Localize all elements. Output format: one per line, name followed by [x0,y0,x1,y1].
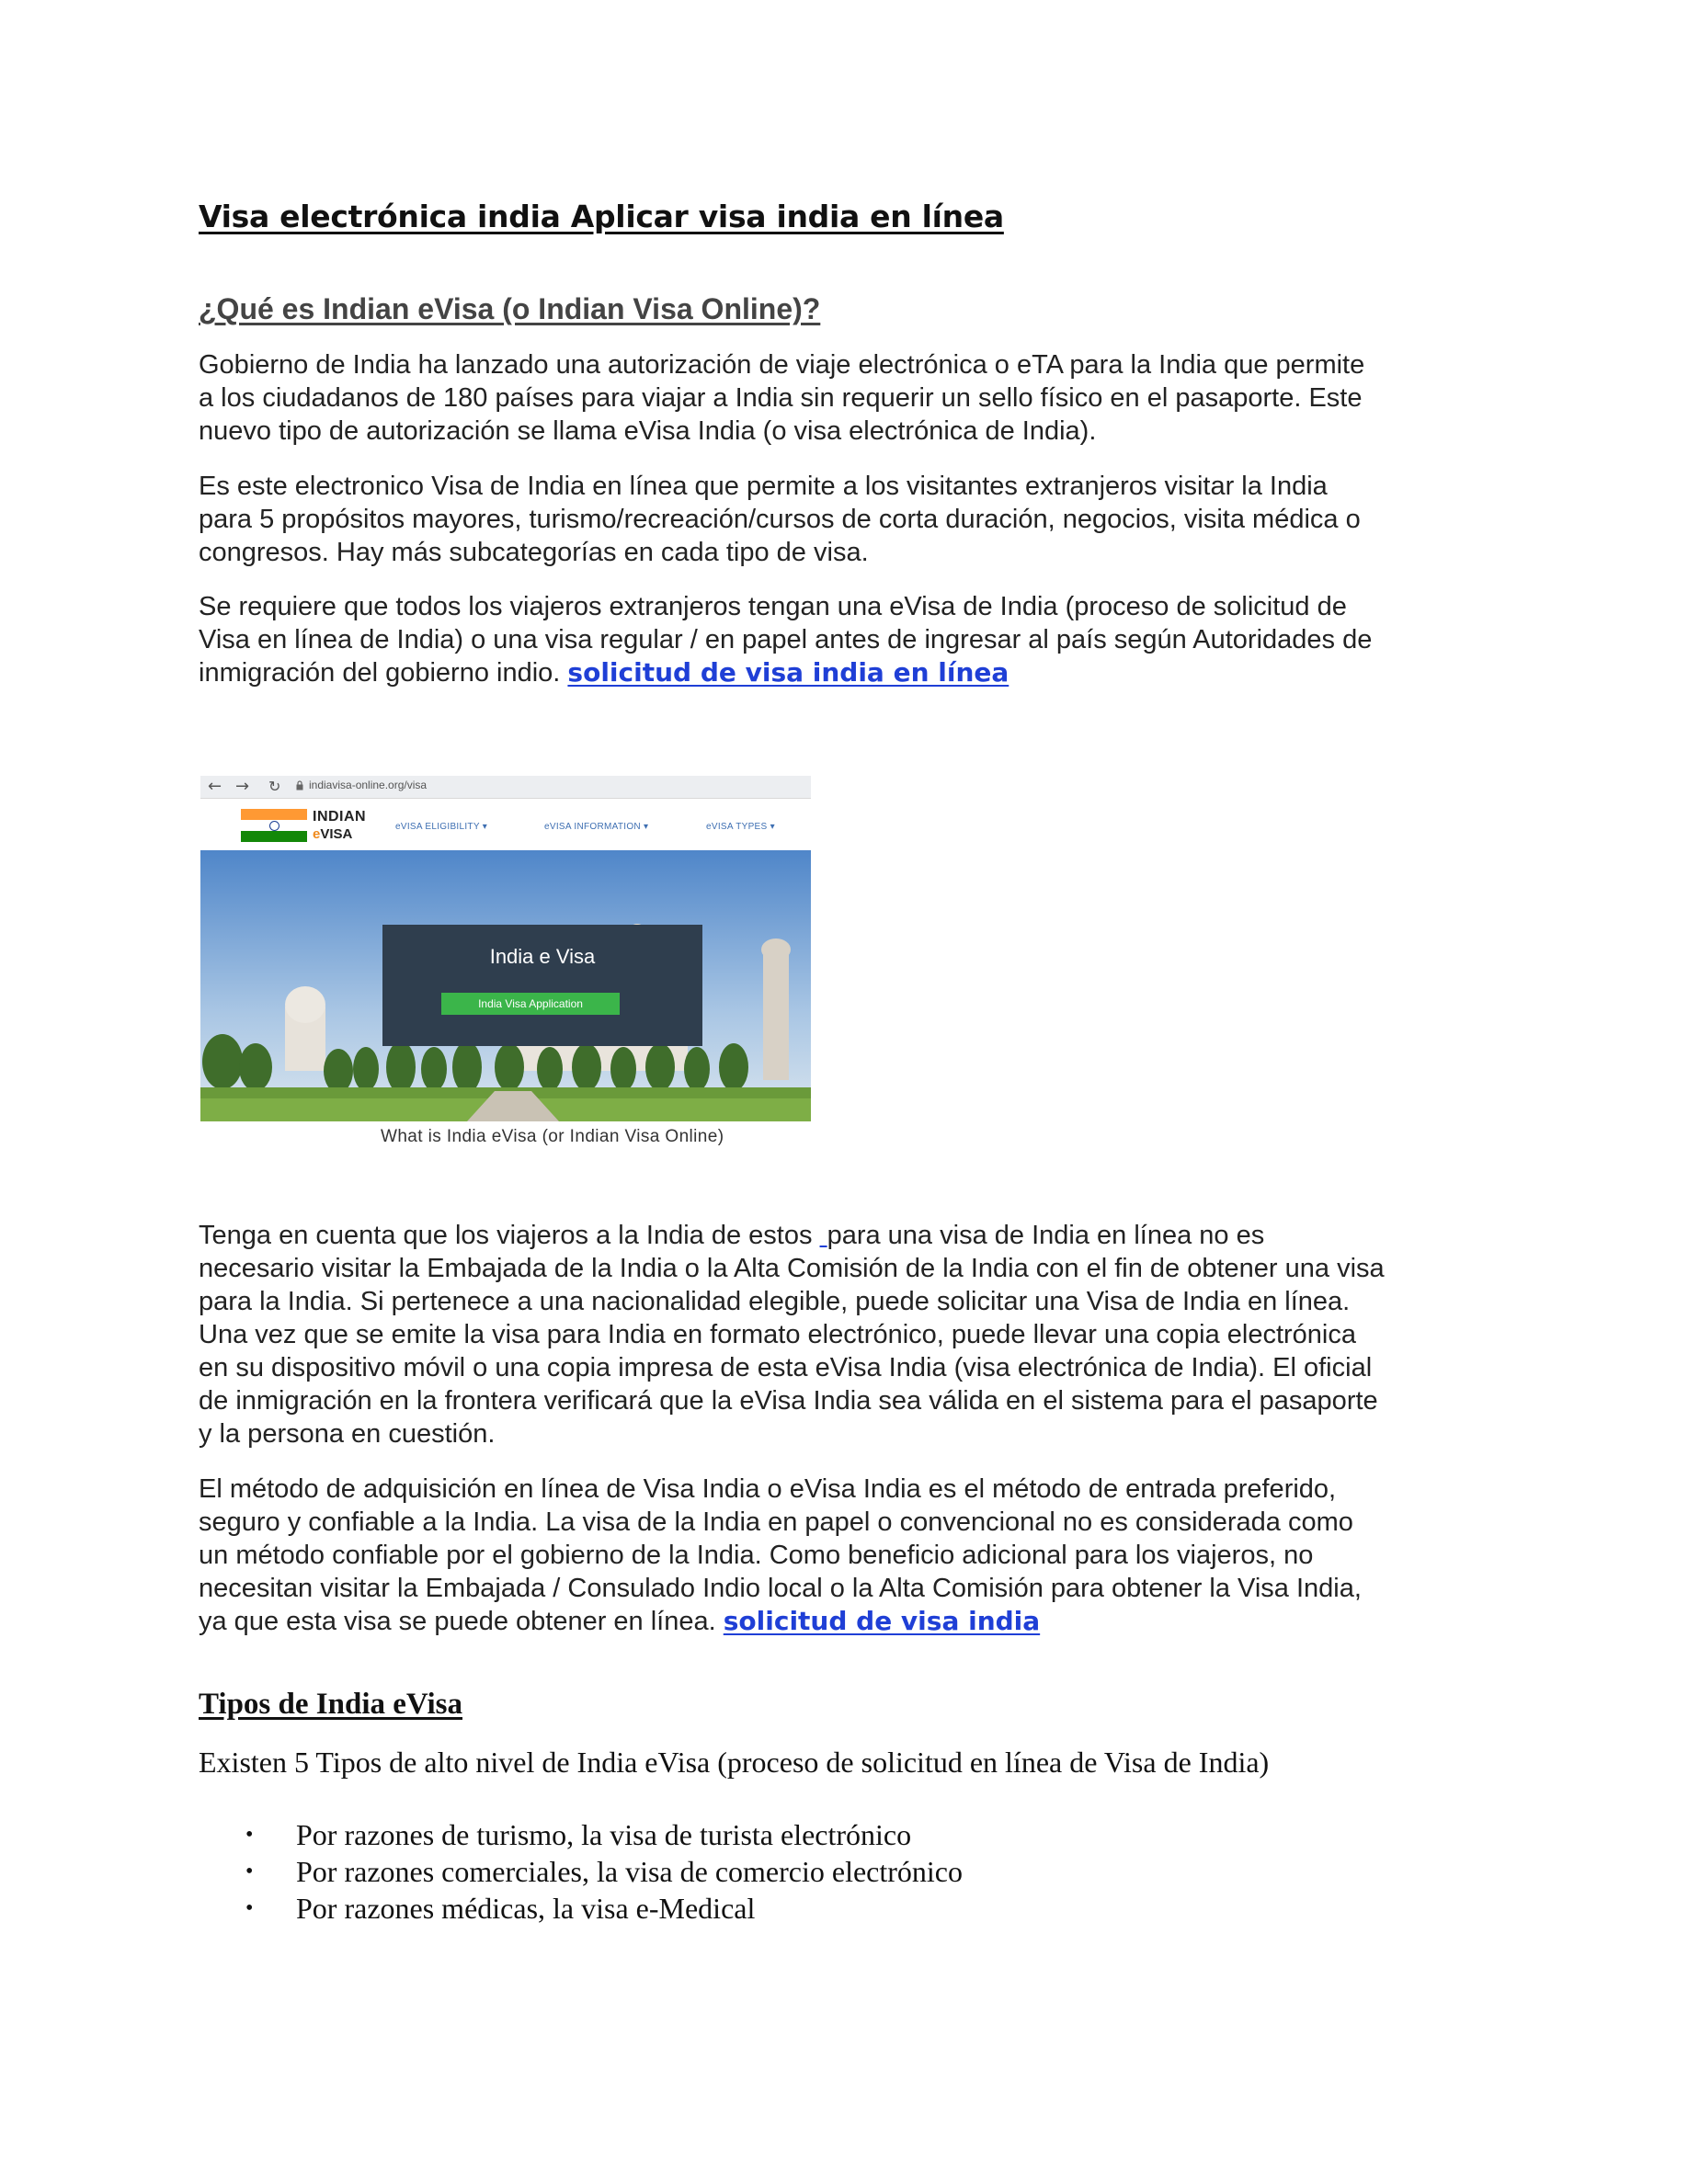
section-heading-what-is: ¿Qué es Indian eVisa (o Indian Visa Online)? [199,292,821,325]
paragraph-note [199,1219,1504,1450]
india-flag-icon [241,809,307,842]
paragraph-purposes [199,470,1504,569]
lock-icon [296,780,303,791]
text-line: y la persona en cuestión. [199,1419,496,1449]
text-line: de inmigración en la frontera verificará que la eVisa India sea válida en el sistema para el pasaporte [199,1386,1378,1416]
paragraph-intro [199,348,1504,448]
types-intro: Existen 5 Tipos de alto nivel de India eVisa (proceso de solicitud en línea de Visa de India) [199,1746,1270,1779]
text-line: Gobierno de India ha lanzado una autorización de viaje electrónica o eTA para la India que permite [199,350,1365,380]
india-visa-application-button[interactable]: India Visa Application [441,993,620,1015]
brand-logo-line1: INDIAN [313,809,367,825]
text-line: para 5 propósitos mayores, turismo/recreación/cursos de corta duración, negocios, visita médica o [199,505,1361,534]
dropdown-caret-icon: ▾ [644,822,649,832]
list-item-text: Por razones médicas, la visa e-Medical [296,1892,756,1925]
text-line: Se requiere que todos los viajeros extranjeros tengan una eVisa de India (proceso de solicitud de [199,592,1347,621]
text-line: seguro y confiable a la India. La visa de la India en papel o convencional no es considerada como [199,1507,1353,1537]
back-arrow-icon: ← [208,777,222,796]
reload-icon: ↻ [268,778,281,795]
text-line: Visa en línea de India) o una visa regular / en papel antes de ingresar al país según Autoridades de [199,625,1373,654]
list-item-text: Por razones de turismo, la visa de turista electrónico [296,1818,912,1851]
text-line: para una visa de India en línea no es [827,1221,1265,1250]
figure-caption: What is India eVisa (or Indian Visa Online) [381,1127,724,1146]
text-line: Es este electronico Visa de India en línea que permite a los visitantes extranjeros visitar la India [199,472,1328,501]
list-item [199,1853,963,1890]
bullet-icon: • [245,1823,254,1847]
hero-card [382,925,702,1046]
paragraph-requirement [199,590,1504,689]
text-line: congresos. Hay más subcategorías en cada tipo de visa. [199,538,869,567]
menu-item-eligibility: eVISA ELIGIBILITY ▾ [395,822,488,832]
browser-toolbar [200,776,811,799]
text-line: necesitan visitar la Embajada / Consulado Indio local o la Alta Comisión para obtener la Visa India, [199,1574,1362,1603]
empty-link-marker [820,1221,827,1250]
menu-item-types: eVISA TYPES ▾ [706,822,775,832]
list-item [199,1890,963,1927]
types-list [199,1816,963,1927]
dropdown-caret-icon: ▾ [482,822,488,832]
hero-card-title: India e Visa [489,945,596,968]
bullet-icon: • [245,1896,254,1920]
website-screenshot-figure [200,776,811,1121]
text-line: necesario visitar la Embajada de la India o la Alta Comisión de la India con el fin de obtener una visa [199,1254,1385,1283]
visa-india-link[interactable]: solicitud de visa india [723,1606,1041,1636]
text-line: en su dispositivo móvil o una copia impresa de esta eVisa India (visa electrónica de India). El oficial [199,1353,1373,1382]
visa-application-link[interactable]: solicitud de visa india en línea [567,657,1009,688]
list-item-text: Por razones comerciales, la visa de comercio electrónico [296,1855,963,1888]
brand-logo-line2: eVISA [313,826,353,842]
paragraph-method [199,1473,1504,1638]
menu-item-information: eVISA INFORMATION ▾ [544,822,649,832]
dropdown-caret-icon: ▾ [770,822,775,832]
text-line: ya que esta visa se puede obtener en línea. [199,1607,716,1636]
section-heading-types: Tipos de India eVisa [199,1688,463,1721]
text-line: nuevo tipo de autorización se llama eVisa India (o visa electrónica de India). [199,416,1097,446]
forward-arrow-icon: → [235,777,250,796]
text-line: El método de adquisición en línea de Visa India o eVisa India es el método de entrada preferido, [199,1474,1337,1504]
list-item [199,1816,963,1853]
bullet-icon: • [245,1860,254,1883]
text-line: un método confiable por el gobierno de la India. Como beneficio adicional para los viajeros, no [199,1541,1314,1570]
text-line: a los ciudadanos de 180 países para viajar a India sin requerir un sello físico en el pasaporte. Este [199,383,1363,413]
text-line: inmigración del gobierno indio. [199,658,561,688]
text-line: para la India. Si pertenece a una nacionalidad elegible, puede solicitar una Visa de India en línea. [199,1287,1351,1316]
page-title: Visa electrónica india Aplicar visa india en línea [199,199,1004,234]
text-line: Tenga en cuenta que los viajeros a la India de estos [199,1221,813,1250]
address-bar-url: indiavisa-online.org/visa [309,779,428,791]
text-line: Una vez que se emite la visa para India en formato electrónico, puede llevar una copia electrónica [199,1320,1357,1349]
